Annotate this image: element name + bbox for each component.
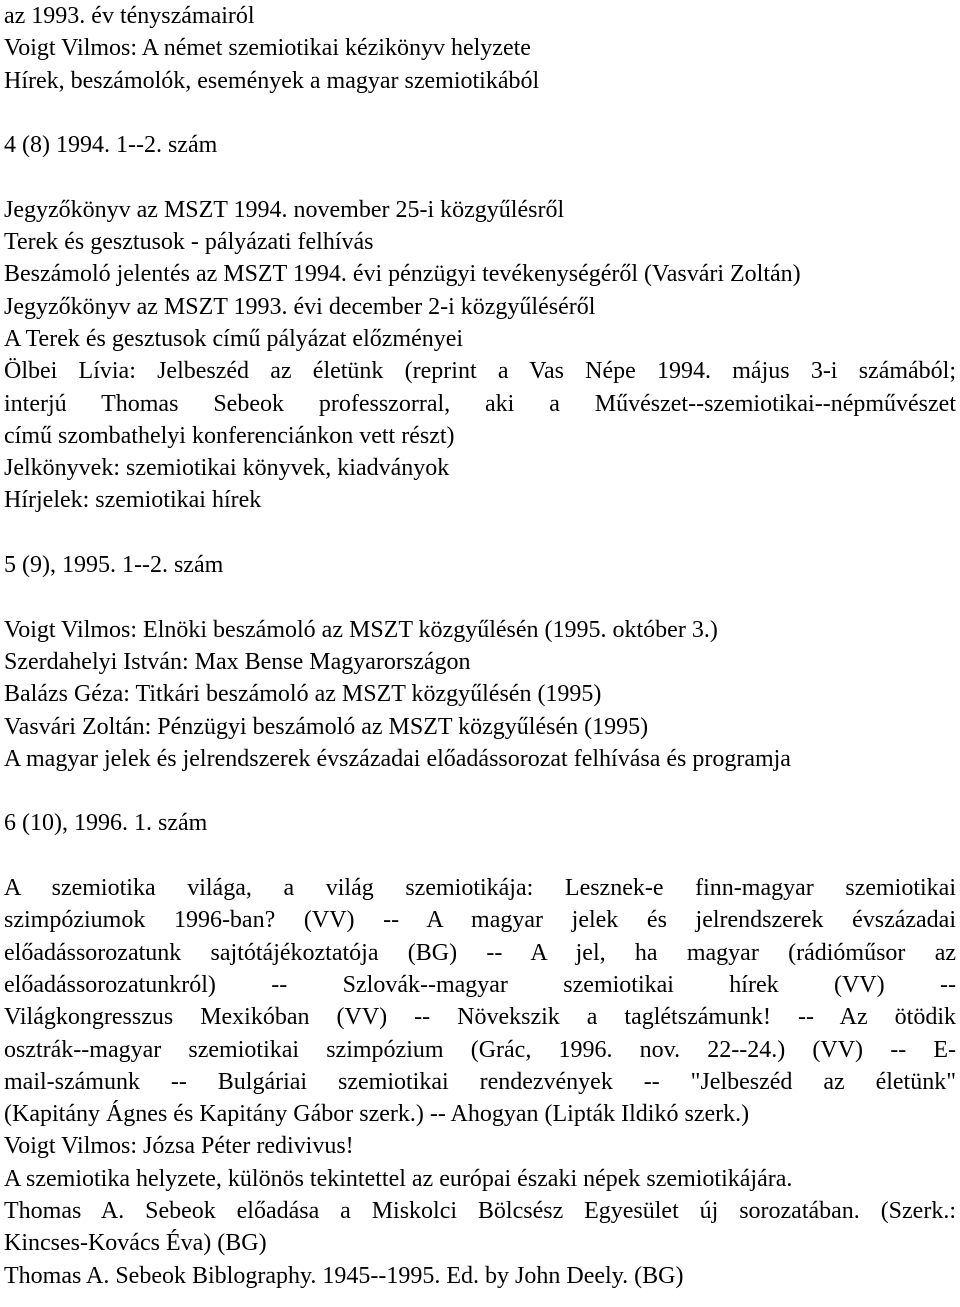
intro-line: Hírek, beszámolók, események a magyar szemiotikából (4, 67, 540, 94)
issue-6-contents-line: előadássorozatunkról) -- Szlovák--magyar szemiotikai hírek (VV) -- (4, 971, 956, 998)
issue-6-contents-line: előadássorozatunk sajtótájékoztatója (BG) -- A jel, ha magyar (rádióműsor az (4, 939, 956, 966)
issue-6-entry: A szemiotika helyzete, különös tekintettel az európai északi népek szemiotikájára. (4, 1165, 793, 1192)
issue-5-entry: Vasvári Zoltán: Pénzügyi beszámoló az MSZT közgyűlésén (1995) (4, 713, 649, 740)
intro-line: az 1993. év tényszámairól (4, 3, 255, 29)
issue-5-heading: 5 (9), 1995. 1--2. szám (4, 552, 224, 579)
issue-5-entry: Balázs Géza: Titkári beszámoló az MSZT közgyűlésén (1995) (4, 681, 602, 708)
issue-4-olbei-entry: című szombathelyi konferenciánkon vett részt) (4, 422, 455, 449)
issue-4-heading: 4 (8) 1994. 1--2. szám (4, 132, 218, 159)
issue-5-entry: Szerdahelyi István: Max Bense Magyarországon (4, 648, 471, 675)
spacer (4, 840, 956, 872)
issue-6-sebeok-entry: Thomas A. Sebeok előadása a Miskolci Bölcsész Egyesület új sorozatában. (Szerk.: (4, 1197, 956, 1224)
issue-5-entry: A magyar jelek és jelrendszerek évszázadai előadássorozat felhívása és programja (4, 745, 791, 772)
issue-6-contents-line: szimpóziumok 1996-ban? (VV) -- A magyar jelek és jelrendszerek évszázadai (4, 907, 956, 934)
issue-6-contents-line: Világkongresszus Mexikóban (VV) -- Növekszik a taglétszámunk! -- Az ötödik (4, 1004, 956, 1031)
issue-6-contents-line: mail-számunk -- Bulgáriai szemiotikai rendezvények -- "Jelbeszéd az életünk" (4, 1068, 956, 1095)
issue-6-contents-line: osztrák--magyar szemiotikai szimpózium (Grác, 1996. nov. 22--24.) (VV) -- E- (4, 1036, 956, 1063)
issue-4-entry: Jegyzőkönyv az MSZT 1993. évi december 2-i közgyűléséről (4, 293, 596, 320)
issue-4-entry: Jegyzőkönyv az MSZT 1994. november 25-i közgyűlésről (4, 196, 565, 223)
intro-line: Voigt Vilmos: A német szemiotikai kézikönyv helyzete (4, 35, 531, 62)
spacer (4, 161, 956, 193)
issue-5-entry: Voigt Vilmos: Elnöki beszámoló az MSZT közgyűlésén (1995. október 3.) (4, 616, 718, 643)
issue-4-entry: Hírjelek: szemiotikai hírek (4, 487, 262, 514)
issue-6-entry: Voigt Vilmos: Józsa Péter redivivus! (4, 1133, 354, 1160)
issue-4-olbei-entry: Ölbei Lívia: Jelbeszéd az életünk (reprint a Vas Népe 1994. május 3-i számából; (4, 358, 956, 385)
issue-4-olbei-entry: interjú Thomas Sebeok professzorral, aki a Művészet--szemiotikai--népművészet (4, 390, 956, 417)
issue-4-entry: Jelkönyvek: szemiotikai könyvek, kiadványok (4, 455, 450, 482)
issue-6-heading: 6 (10), 1996. 1. szám (4, 810, 208, 837)
issue-4-entry: Beszámoló jelentés az MSZT 1994. évi pénzügyi tevékenységéről (Vasvári Zoltán) (4, 261, 801, 288)
spacer (4, 517, 956, 549)
issue-6-contents-line: (Kapitány Ágnes és Kapitány Gábor szerk.) -- Ahogyan (Lipták Ildikó szerk.) (4, 1101, 750, 1128)
spacer (4, 581, 956, 613)
issue-6-sebeok-entry: Kincses-Kovács Éva) (BG) (4, 1230, 267, 1257)
spacer (4, 97, 956, 129)
issue-4-entry: A Terek és gesztusok című pályázat előzményei (4, 325, 464, 352)
issue-6-contents-line: A szemiotika világa, a világ szemiotikája: Lesznek-e finn-magyar szemiotikai (4, 875, 956, 902)
issue-4-entry: Terek és gesztusok - pályázati felhívás (4, 229, 374, 256)
issue-6-entry: Thomas A. Sebeok Biblography. 1945--1995. Ed. by John Deely. (BG) (4, 1262, 684, 1289)
spacer (4, 775, 956, 807)
document-page (4, 0, 956, 1292)
